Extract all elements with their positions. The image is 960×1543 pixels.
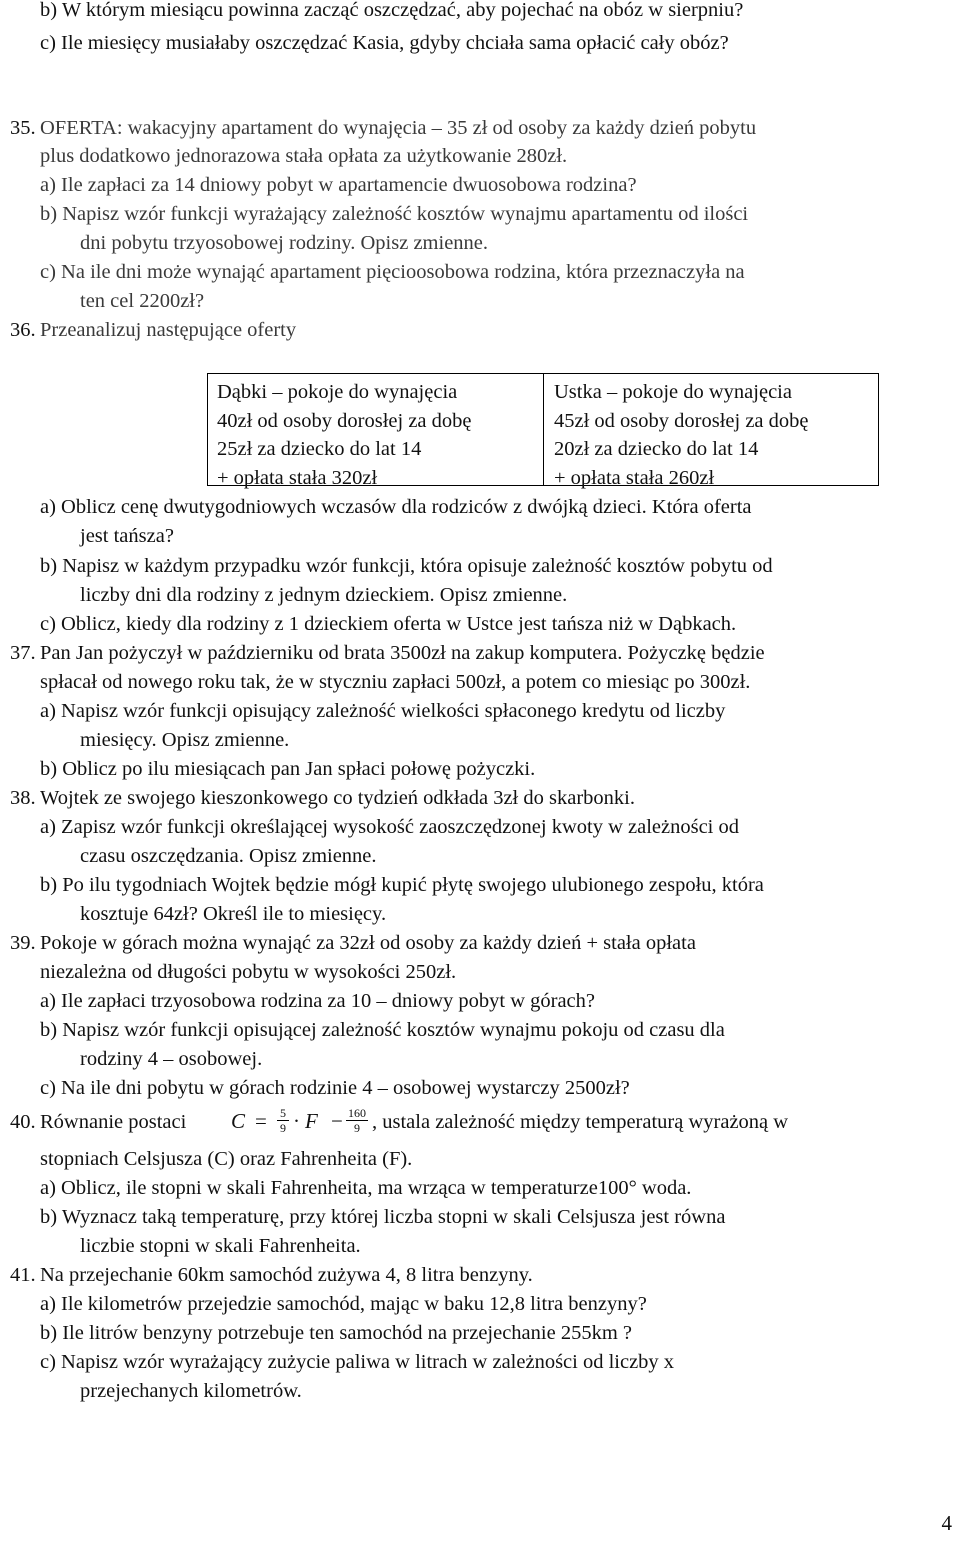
question-number-36: 36.	[10, 319, 36, 341]
question-39-line-2: niezależna od długości pobytu w wysokości 250zł.	[40, 961, 457, 983]
formula-c: C	[231, 1109, 246, 1133]
offer-ustka-line: Ustka – pokoje do wynajęcia	[554, 381, 792, 403]
question-37a: a) Napisz wzór funkcji opisujący zależność wielkości spłaconego kredytu od liczby	[40, 700, 726, 722]
question-40-after-formula: , ustala zależność między temperaturą wyrażoną w	[372, 1111, 789, 1133]
question-number-37: 37.	[10, 642, 36, 664]
question-37b: b) Oblicz po ilu miesiącach pan Jan spłaci połowę pożyczki.	[40, 758, 536, 780]
question-35c-cont: ten cel 2200zł?	[80, 290, 205, 312]
question-number-35: 35.	[10, 117, 36, 139]
question-35-line-1: OFERTA: wakacyjny apartament do wynajęcia – 35 zł od osoby za każdy dzień pobytu	[40, 117, 757, 139]
question-40b: b) Wyznacz taką temperaturę, przy której liczba stopni w skali Celsjusza jest równa	[40, 1206, 726, 1228]
question-39b-cont: rodziny 4 – osobowej.	[80, 1048, 263, 1070]
question-40b-cont: liczbie stopni w skali Fahrenheita.	[80, 1235, 361, 1257]
question-41b: b) Ile litrów benzyny potrzebuje ten samochód na przejechanie 255km ?	[40, 1322, 632, 1344]
question-38b: b) Po ilu tygodniach Wojtek będzie mógł kupić płytę swojego ulubionego zespołu, która	[40, 874, 764, 896]
question-number-38: 38.	[10, 787, 36, 809]
question-39b: b) Napisz wzór funkcji opisującej zależność kosztów wynajmu pokoju od czasu dla	[40, 1019, 725, 1041]
question-35b: b) Napisz wzór funkcji wyrażający zależność kosztów wynajmu apartamentu od ilości	[40, 203, 749, 225]
question-41a: a) Ile kilometrów przejedzie samochód, mając w baku 12,8 litra benzyny?	[40, 1293, 647, 1315]
question-36c: c) Oblicz, kiedy dla rodziny z 1 dzieckiem oferta w Ustce jest tańsza niż w Dąbkach.	[40, 613, 737, 635]
offer-dabki-line: + opłata stała 320zł	[217, 466, 378, 489]
formula-minus: −	[331, 1109, 343, 1133]
offer-dabki-line: 25zł za dziecko do lat 14	[217, 438, 422, 460]
fraction-denominator: 9	[354, 1121, 360, 1135]
formula-fraction-5-9	[277, 1107, 289, 1134]
question-34c: c) Ile miesięcy musiałaby oszczędzać Kasia, gdyby chciała sama opłacić cały obóz?	[40, 32, 729, 54]
offer-dabki	[217, 378, 472, 492]
question-38-line-1: Wojtek ze swojego kieszonkowego co tydzień odkłada 3zł do skarbonki.	[40, 787, 635, 809]
question-37-line-1: Pan Jan pożyczył w październiku od brata 3500zł na zakup komputera. Pożyczkę będzie	[40, 642, 765, 664]
question-35c: c) Na ile dni może wynająć apartament pięcioosobowa rodzina, która przeznaczyła na	[40, 261, 745, 283]
offer-ustka-line: 20zł za dziecko do lat 14	[554, 438, 759, 460]
question-41c: c) Napisz wzór wyrażający zużycie paliwa w litrach w zależności od liczby x	[40, 1351, 675, 1373]
fraction-numerator: 160	[348, 1106, 366, 1120]
question-34b: b) W którym miesiącu powinna zacząć oszczędzać, aby pojechać na obóz w sierpniu?	[40, 0, 744, 21]
offers-table	[207, 373, 879, 489]
question-number-40: 40.	[10, 1111, 36, 1133]
formula-f: F	[305, 1109, 318, 1133]
formula-dot: ·	[293, 1109, 300, 1133]
question-36a: a) Oblicz cenę dwutygodniowych wczasów dla rodziców z dwójką dzieci. Która oferta	[40, 496, 752, 518]
question-37a-cont: miesięcy. Opisz zmienne.	[80, 729, 290, 751]
question-40-line-2: stopniach Celsjusza (C) oraz Fahrenheita (F).	[40, 1148, 413, 1170]
question-36b-cont: liczby dni dla rodziny z jednym dzieckiem. Opisz zmienne.	[80, 584, 568, 606]
question-40-intro: Równanie postaci	[40, 1111, 187, 1133]
question-39a: a) Ile zapłaci trzyosobowa rodzina za 10 – dniowy pobyt w górach?	[40, 990, 596, 1012]
question-41c-cont: przejechanych kilometrów.	[80, 1380, 302, 1402]
question-40a: a) Oblicz, ile stopni w skali Fahrenheita, ma wrząca w temperaturze100° woda.	[40, 1177, 692, 1199]
fraction-numerator: 5	[280, 1106, 286, 1120]
question-41-line-1: Na przejechanie 60km samochód zużywa 4, 8 litra benzyny.	[40, 1264, 533, 1286]
question-37-line-2: spłacał od nowego roku tak, że w styczniu zapłaci 500zł, a potem co miesiąc po 300zł.	[40, 671, 751, 693]
fraction-denominator: 9	[280, 1121, 286, 1135]
offer-dabki-line: 40zł od osoby dorosłej za dobę	[217, 409, 472, 432]
question-35a: a) Ile zapłaci za 14 dniowy pobyt w apartamencie dwuosobowa rodzina?	[40, 174, 637, 196]
question-39-line-1: Pokoje w górach można wynająć za 32zł od osoby za każdy dzień + stała opłata	[40, 932, 696, 954]
page-number: 4	[941, 1511, 952, 1535]
formula-equals: =	[255, 1109, 267, 1133]
question-36b: b) Napisz w każdym przypadku wzór funkcji, która opisuje zależność kosztów pobytu od	[40, 555, 773, 577]
offers-divider	[543, 374, 544, 485]
offer-ustka-line: + opłata stała 260zł	[554, 466, 715, 489]
question-number-41: 41.	[10, 1264, 36, 1286]
question-38a-cont: czasu oszczędzania. Opisz zmienne.	[80, 845, 377, 867]
question-36-intro: Przeanalizuj następujące oferty	[40, 319, 297, 341]
question-38a: a) Zapisz wzór funkcji określającej wysokość zaoszczędzonej kwoty w zależności od	[40, 816, 739, 838]
question-number-39: 39.	[10, 932, 36, 954]
question-35b-cont: dni pobytu trzyosobowej rodziny. Opisz zmienne.	[80, 232, 489, 254]
offer-ustka-line: 45zł od osoby dorosłej za dobę	[554, 409, 809, 432]
offer-dabki-line: Dąbki – pokoje do wynajęcia	[217, 381, 458, 403]
question-39c: c) Na ile dni pobytu w górach rodzinie 4 – osobowej wystarczy 2500zł?	[40, 1077, 630, 1099]
question-36a-cont: jest tańsza?	[80, 525, 174, 547]
formula-fraction-160-9	[346, 1107, 368, 1134]
offer-ustka	[554, 378, 809, 492]
question-38b-cont: kosztuje 64zł? Określ ile to miesięcy.	[80, 903, 387, 925]
question-35-line-2: plus dodatkowo jednorazowa stała opłata za użytkowanie 280zł.	[40, 145, 568, 167]
